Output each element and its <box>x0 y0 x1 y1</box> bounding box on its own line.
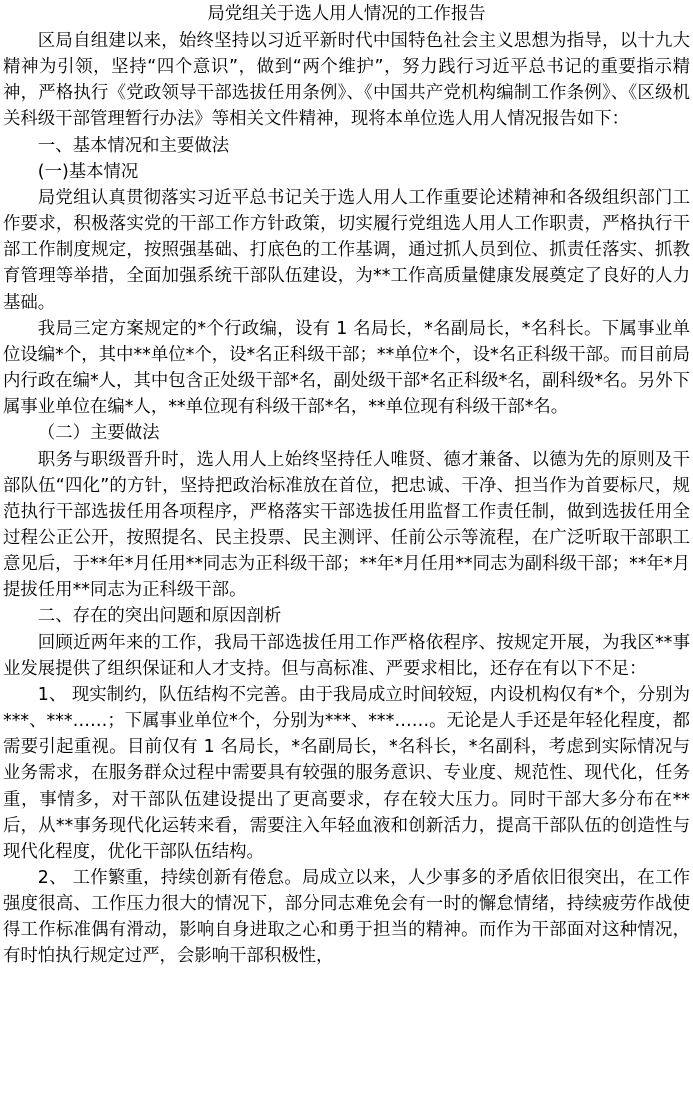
problem-point-1: 1、 现实制约，队伍结构不完善。由于我局成立时间较短，内设机构仅有*个，分别为***、***……；下属事业单位*个，分别为***、***……。无论是人手还是年轻化程度，都需要引起重视。目前仅有 1 名局长，*名副局长，*名科长，*名副科，考虑到实际情况与业务需求，在服务群众过程中需要具有较强的服务意识、专业度、规范性、现代化，任务重，事情多，对干部队伍建设提出了更高要求，存在较大压力。同时干部大多分布在**后，从**事务现代化运转来看，需要注入年轻血液和创新活力，提高干部队伍的创造性与现代化程度，优化干部队伍结构。 <box>3 684 690 862</box>
subsection-2-heading: （二）主要做法 <box>37 423 160 444</box>
section-2-heading: 二、存在的突出问题和原因剖析 <box>37 606 282 627</box>
problem-point-2: 2、 工作繁重，持续创新有倦怠。局成立以来，人少事多的矛盾依旧很突出，在工作强度很高、工作压力很大的情况下，部分同志难免会有一时的懈怠情绪，持续疲劳作战使得工作标准偶有滑动，影响自身进取之心和勇于担当的精神。而作为干部面对这种情况，有时怕执行规定过严，会影响干部积极性， <box>3 868 690 967</box>
basic-situation-paragraph-2: 我局三定方案规定的*个行政编，设有 1 名局长，*名副局长，*名科长。下属事业单位设编*个，其中**单位*个，设*名正科级干部；**单位*个，设*名正科级干部。而目前局内行政在编*人，其中包含正处级干部*名，副处级干部*名正科级*名，副科级*名。另外下属事业单位在编*人，**单位现有科级干部*名，**单位现有科级干部*名。 <box>3 318 690 418</box>
intro-paragraph: 区局自组建以来，始终坚持以习近平新时代中国特色社会主义思想为指导，以十九大精神为引领，坚持“四个意识”，做到“两个维护”，努力践行习近平总书记的重要指示精神，严格执行《党政领导干部选拔任用条例》、《中国共产党机构编制工作条例》、《区级机关科级干部管理暂行办法》等相关文件精神，现将本单位选人用人情况报告如下： <box>3 31 690 130</box>
problems-intro-paragraph: 回顾近两年来的工作，我局干部选拔任用工作严格依程序、按规定开展，为我区**事业发展提供了组织保证和人才支持。但与高标准、严要求相比，还存在有以下不足： <box>3 632 690 679</box>
section-1-heading: 一、基本情况和主要做法 <box>37 135 230 156</box>
subsection-1-heading: (一)基本情况 <box>37 161 139 182</box>
basic-situation-paragraph-1: 局党组认真贯彻落实习近平总书记关于选人用人工作重要论述精神和各级组织部门工作要求，积极落实党的干部工作方针政策，切实履行党组选人用人工作职责，严格执行干部工作制度规定，按照强基础、打底色的工作基调，通过抓人员到位、抓责任落实、抓教育管理等举措，全面加强系统干部队伍建设，为**工作高质量健康发展奠定了良好的人力基础。 <box>3 187 690 313</box>
document-title: 局党组关于选人用人情况的工作报告 <box>207 4 486 24</box>
main-practices-paragraph: 职务与职级晋升时，选人用人上始终坚持任人唯贤、德才兼备、以德为先的原则及干部队伍“四化”的方针，坚持把政治标准放在首位，把忠诚、干净、担当作为首要标尺，规范执行干部选拔任用各项程序，严格落实干部选拔任用监督工作责任制，做到选拔任用全过程公正公开，按照提名、民主投票、民主测评、任前公示等流程，在广泛听取干部职工意见后，于**年*月任用**同志为正科级干部；**年*月任用**同志为副科级干部；**年*月提拔任用**同志为正科级干部。 <box>3 449 690 601</box>
